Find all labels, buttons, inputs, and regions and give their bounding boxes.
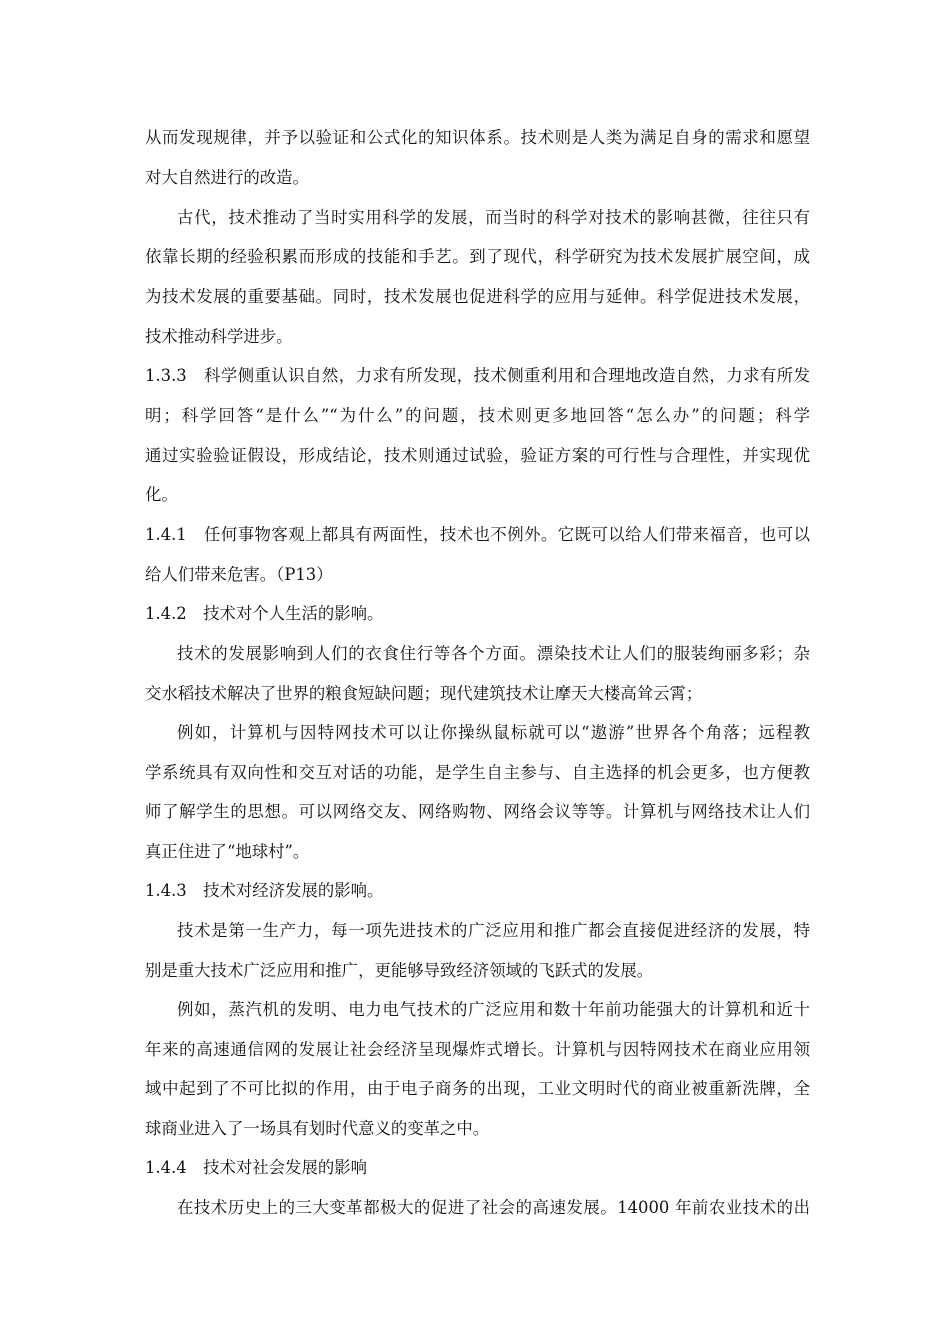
- paragraph-start-line: 例如，计算机与因特网技术可以让你操纵鼠标就可以“遨游”世界各个角落；远程教: [177, 723, 810, 742]
- text-line: 为技术发展的重要基础。同时，技术发展也促进科学的应用与延伸。科学促进技术发展，: [145, 287, 810, 306]
- text-line: 真正住进了“地球村”。: [145, 842, 310, 861]
- text-line: 师了解学生的思想。可以网络交友、网络购物、网络会议等等。计算机与网络技术让人们: [145, 802, 810, 821]
- paragraph-start-line: 在技术历史上的三大变革都极大的促进了社会的高速发展。14000 年前农业技术的出: [177, 1198, 810, 1217]
- text-line: 别是重大技术广泛应用和推广，更能够导致经济领域的飞跃式的发展。: [145, 961, 654, 980]
- text-line: 交水稻技术解决了世界的粮食短缺问题；现代建筑技术让摩天大楼高耸云霄；: [145, 684, 703, 703]
- paragraph-start-line: 技术的发展影响到人们的衣食住行等各个方面。漂染技术让人们的服装绚丽多彩；杂: [177, 644, 810, 663]
- section-1-4-4-heading: 1.4.4 技术对社会发展的影响: [145, 1158, 368, 1177]
- text-line: 通过实验验证假设，形成结论，技术则通过试验，验证方案的可行性与合理性，并实现优: [145, 446, 810, 465]
- section-1-4-3-heading: 1.4.3 技术对经济发展的影响。: [145, 881, 384, 900]
- paragraph-start-line: 技术是第一生产力，每一项先进技术的广泛应用和推广都会直接促进经济的发展，特: [177, 921, 810, 940]
- text-line: 年来的高速通信网的发展让社会经济呈现爆炸式增长。计算机与因特网技术在商业应用领: [145, 1040, 810, 1059]
- text-line: 对大自然进行的改造。: [145, 168, 309, 187]
- text-line: 球商业进入了一场具有划时代意义的变革之中。: [145, 1119, 490, 1138]
- text-line: 从而发现规律，并予以验证和公式化的知识体系。技术则是人类为满足自身的需求和愿望: [145, 128, 810, 147]
- section-1-4-1-line: 1.4.1 任何事物客观上都具有两面性，技术也不例外。它既可以给人们带来福音，也可以: [145, 525, 810, 544]
- text-line: 学系统具有双向性和交互对话的功能，是学生自主参与、自主选择的机会更多，也方便教: [145, 763, 810, 782]
- text-line: 域中起到了不可比拟的作用，由于电子商务的出现，工业文明时代的商业被重新洗牌，全: [145, 1079, 810, 1098]
- section-1-4-2-heading: 1.4.2 技术对个人生活的影响。: [145, 604, 384, 623]
- paragraph-start-line: 例如，蒸汽机的发明、电力电气技术的广泛应用和数十年前功能强大的计算机和近十: [177, 1000, 810, 1019]
- text-line: 依靠长期的经验积累而形成的技能和手艺。到了现代，科学研究为技术发展扩展空间，成: [145, 247, 810, 266]
- text-line: 给人们带来危害。（P13）: [145, 565, 333, 584]
- text-line: 化。: [145, 485, 178, 504]
- text-line: 明；科学回答“是什么”“为什么”的问题，技术则更多地回答“怎么办”的问题；科学: [145, 406, 810, 425]
- text-line: 技术推动科学进步。: [145, 327, 293, 346]
- paragraph-start-line: 古代，技术推动了当时实用科学的发展，而当时的科学对技术的影响甚微，往往只有: [177, 208, 810, 227]
- section-1-3-3-line: 1.3.3 科学侧重认识自然，力求有所发现，技术侧重利用和合理地改造自然，力求有所发: [145, 366, 810, 385]
